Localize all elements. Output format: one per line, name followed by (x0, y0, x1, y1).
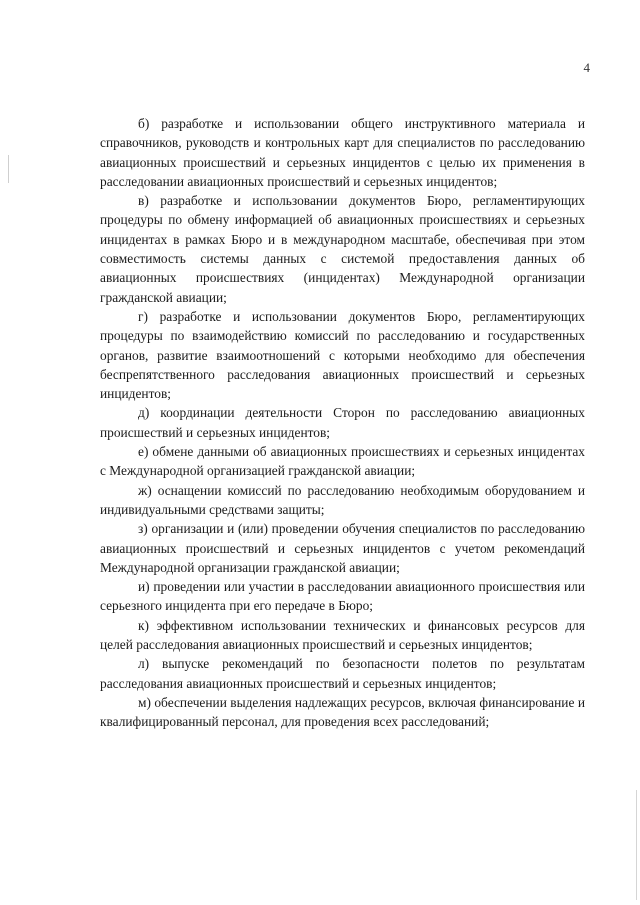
list-item-m: м) обеспечении выделения надлежащих ресурсов, включая финансирование и квалифицированный персонал, для проведения всех расследований; (100, 694, 585, 730)
list-item-b: б) разработке и использовании общего инструктивного материала и справочников, руководств и контрольных карт для специалистов по расследованию авиационных происшествий и серьезных инцидентов с целью их применения в расследовании авиационных происшествий и серьезных инцидентов; (100, 116, 585, 189)
list-item-v: в) разработке и использовании документов Бюро, регламентирующих процедуры по обмену информацией об авиационных происшествиях и серьезных инцидентах в рамках Бюро и в международном масштабе, обеспечивая при этом совместимость системы данных с системой предоставления данных об авиационных происшествиях (инцидентах) Международной организации гражданской авиации; (100, 193, 585, 305)
scan-edge-mark (8, 155, 9, 183)
list-item-d: д) координации деятельности Сторон по расследованию авиационных происшествий и серьезных инцидентов; (100, 405, 585, 440)
list-item-e: е) обмене данными об авиационных происшествиях и серьезных инцидентах с Международной организацией гражданской авиации; (100, 444, 585, 479)
list-item-i: и) проведении или участии в расследовании авиационного происшествия или серьезного инцидента при его передаче в Бюро; (100, 579, 585, 614)
document-body (100, 114, 585, 732)
list-item-zh: ж) оснащении комиссий по расследованию необходимым оборудованием и индивидуальными средствами защиты; (100, 482, 585, 517)
list-item-z: з) организации и (или) проведении обучения специалистов по расследованию авиационных происшествий и серьезных инцидентов с учетом рекомендаций Международной организации гражданской авиации; (100, 521, 585, 575)
scan-edge-mark (636, 790, 637, 900)
list-item-l: л) выпуске рекомендаций по безопасности полетов по результатам расследования авиационных происшествий и серьезных инцидентов; (100, 656, 585, 691)
list-item-g: г) разработке и использовании документов Бюро, регламентирующих процедуры по взаимодействию комиссий по расследованию и государственных органов, развитие взаимоотношений с которыми необходимо для обеспечения беспрепятственного расследования авиационных происшествий и серьезных инцидентов; (100, 308, 585, 402)
list-item-k: к) эффективном использовании технических и финансовых ресурсов для целей расследования авиационных происшествий и серьезных инцидентов; (100, 617, 585, 653)
page-number: 4 (583, 60, 590, 75)
